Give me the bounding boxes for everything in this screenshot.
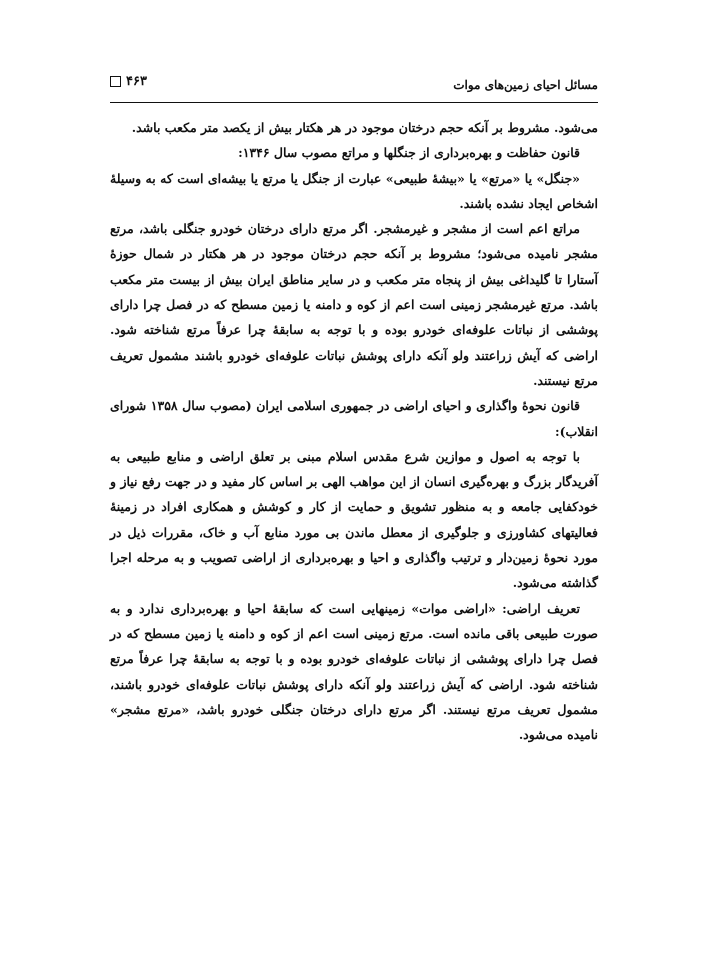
paragraph-law-preamble: با توجه به اصول و موازین شرع مقدس اسلام مبنی بر تعلق اراضی و منابع طبیعی به آفریدگار بزرگ و بهره‌گیری انسان از این مواهب الهی بر اساس کار مفید و در جهت رفع نیاز و خودکفایی جامعه و به منظور تشویق و حمایت از کار و کوشش و همکاری افراد در زمینهٔ فعالیتهای کشاورزی و جلوگیری از معطل ماندن بی مورد منابع آب و خاک، مقررات ذیل در مورد نحوهٔ زمین‌دار و ترتیب واگذاری و احیا و بهره‌برداری از اراضی تصویب و به مرحله اجرا گذاشته می‌شود.: [110, 448, 598, 591]
paragraph-law-heading-1358: قانون نحوهٔ واگذاری و احیای اراضی در جمهوری اسلامی ایران (مصوب سال ۱۳۵۸ شورای انقلاب):: [110, 398, 598, 439]
page-number: ۴۶۳: [126, 74, 147, 89]
header-divider: [110, 102, 598, 103]
hollow-square-icon: [110, 76, 121, 87]
body-text: [110, 115, 598, 747]
paragraph-pasture-definition: مراتع اعم است از مشجر و غیرمشجر. اگر مرتع دارای درختان خودرو جنگلی باشد، مرتع مشجر نامیده می‌شود؛ مشروط بر آنکه حجم درختان موجود در هر هکتار در شمال حوزهٔ آستارا تا گلیداغی بیش از پنجاه متر مکعب و در سایر مناطق ایران بیش از بیست متر مکعب باشد. مرتع غیرمشجر زمینی است اعم از کوه و دامنه یا زمین مسطح که در فصل چرا دارای پوششی از نباتات علوفه‌ای خودرو بوده و با توجه به سابقهٔ چرا عرفاً مرتع شناخته شود. اراضی که آیش زراعتند ولو آنکه دارای پوشش نباتات علوفه‌ای خودرو باشند مشمول تعریف مرتع نیستند.: [110, 221, 598, 388]
paragraph-land-definition: تعریف اراضی: «اراضی موات» زمینهایی است که سابقهٔ احیا و بهره‌برداری ندارد و به صورت طبیعی باقی مانده است. مرتع زمینی است اعم از کوه و دامنه یا زمین مسطح که در فصل چرا دارای پوششی از نباتات علوفه‌ای خودرو بوده و با توجه به سابقهٔ چرا عرفاً مرتع شناخته شود. اراضی که آیش زراعتند ولو آنکه دارای پوشش نباتات علوفه‌ای خودرو باشند، مشمول تعریف مرتع نیستند. اگر مرتع دارای درختان جنگلی خودرو باشد، «مرتع مشجر» نامیده می‌شود.: [110, 600, 598, 743]
running-title: مسائل احیای زمین‌های موات: [453, 78, 598, 92]
paragraph-law-heading-1346: قانون حفاظت و بهره‌برداری از جنگلها و مراتع مصوب سال ۱۳۴۶:: [238, 145, 580, 161]
page-number-group: [110, 74, 147, 89]
paragraph-forest-definition: «جنگل» یا «مرتع» یا «بیشهٔ طبیعی» عبارت از جنگل یا مرتع یا بیشه‌ای است که به وسیلهٔ اشخاص ایجاد نشده باشند.: [110, 170, 598, 211]
page-header: [110, 72, 598, 98]
paragraph-continuation: می‌شود. مشروط بر آنکه حجم درختان موجود در هر هکتار بیش از یکصد متر مکعب باشد.: [131, 120, 598, 135]
